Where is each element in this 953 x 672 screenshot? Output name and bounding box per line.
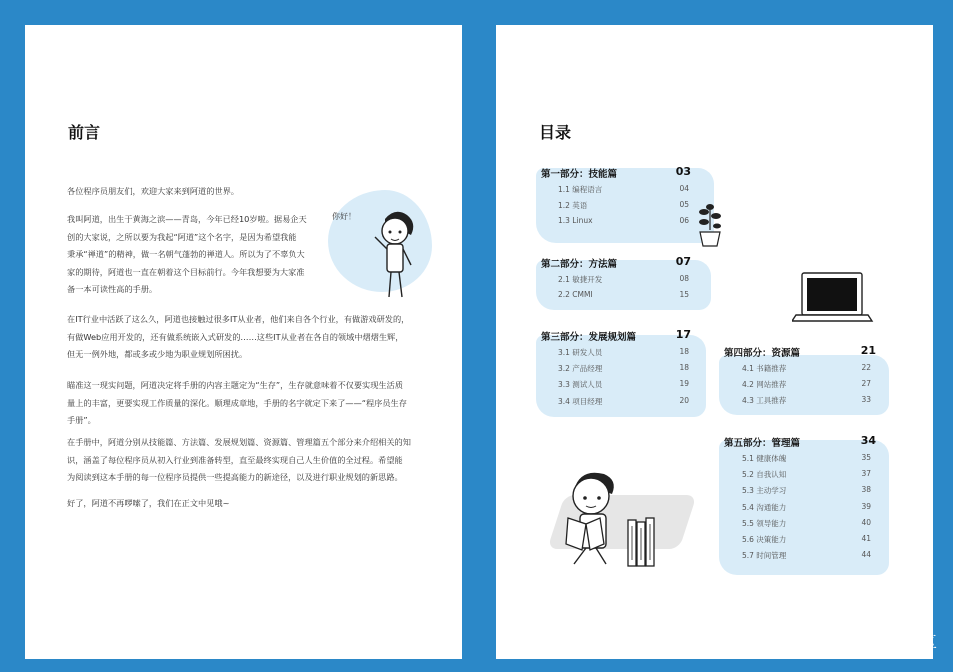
toc-item-page: 44 — [861, 550, 871, 560]
mascot-waving-illustration — [325, 197, 435, 307]
preface-line: 识，涵盖了每位程序员从初入行业到准备转型，直至最终实现自己人生价值的全过程。希望能 — [67, 454, 403, 465]
preface-page — [25, 25, 462, 659]
mascot-reading-illustration — [546, 460, 686, 580]
toc-item-page: 15 — [679, 290, 689, 300]
preface-line: 有做Web应用开发的，还有做系统嵌入式研发的……这些IT从业者在各自的领域中熠熠生辉， — [67, 331, 404, 342]
toc-item-page: 19 — [679, 379, 689, 389]
watermark: @稀土掘金技术社区 — [801, 633, 937, 651]
toc-section-title[interactable]: 第一部分：技能篇 — [541, 169, 618, 180]
toc-section-title[interactable]: 第三部分：发展规划篇 — [541, 332, 637, 343]
toc-section-title[interactable]: 第四部分：资源篇 — [724, 348, 801, 359]
preface-line: 手册”。 — [67, 415, 96, 425]
toc-item-page: 33 — [861, 395, 871, 405]
toc-page — [496, 25, 933, 659]
toc-section-title[interactable]: 第五部分：管理篇 — [724, 438, 801, 449]
toc-item[interactable]: 4.3 工具推荐 — [742, 396, 787, 406]
toc-section-page: 07 — [675, 255, 691, 268]
speech-bubble-text: 你好！ — [332, 212, 356, 221]
toc-section-page: 34 — [860, 434, 876, 447]
preface-line: 但无一例外地，都或多或少地为职业规划所困扰。 — [67, 349, 248, 359]
toc-item-page: 04 — [679, 184, 689, 193]
preface-title: 前言 — [68, 123, 101, 142]
toc-section-page: 21 — [860, 344, 876, 357]
preface-line: 各位程序员朋友们，欢迎大家来到阿道的世界。 — [67, 186, 239, 196]
preface-line: 为阅读到这本手册的每一位程序员提供一些提高能力的新途径，以及进行职业规划的新思路。 — [67, 472, 403, 482]
laptop-illustration — [792, 265, 878, 329]
preface-line: 好了，阿道不再啰嗦了，我们在正文中见哦~ — [67, 498, 230, 508]
toc-item-page: 41 — [861, 534, 871, 543]
toc-item[interactable]: 3.2 产品经理 — [558, 364, 603, 374]
toc-item-page: 20 — [679, 395, 689, 405]
toc-item-page: 05 — [679, 200, 689, 210]
preface-line: 我叫阿道，出生于黄海之滨——青岛，今年已经10岁啦。据易企天 — [67, 214, 307, 224]
toc-item[interactable]: 5.4 沟通能力 — [742, 502, 787, 512]
toc-item[interactable]: 3.1 研发人员 — [558, 348, 603, 357]
potted-plant-illustration — [692, 200, 728, 250]
preface-line: 创的大家说，之所以要为我起“阿道”这个名字，是因为希望我能 — [67, 231, 297, 242]
toc-title: 目录 — [539, 123, 572, 142]
toc-item[interactable]: 1.2 英语 — [558, 201, 588, 211]
toc-item[interactable]: 3.4 项目经理 — [558, 396, 603, 406]
toc-item[interactable]: 4.1 书籍推荐 — [742, 364, 787, 373]
toc-item[interactable]: 2.2 CMMI — [558, 290, 593, 300]
preface-line: 备一本可读性高的手册。 — [67, 284, 158, 294]
toc-item-page: 22 — [861, 363, 871, 372]
toc-item[interactable]: 4.2 网站推荐 — [742, 380, 787, 390]
toc-item[interactable]: 5.7 时间管理 — [742, 551, 787, 561]
toc-item-page: 18 — [679, 363, 689, 373]
toc-item-page: 37 — [861, 469, 871, 479]
toc-section-page: 17 — [675, 328, 691, 341]
toc-section-title[interactable]: 第二部分：方法篇 — [541, 259, 618, 270]
preface-line: 瞄准这一现实问题，阿道决定将手册的内容主题定为“生存”，生存就意味着不仅要实现生活质 — [67, 380, 403, 390]
preface-line: 量上的丰富，更要实现工作质量的深化。顺理成章地，手册的名字就定下来了——“程序员生存 — [67, 397, 407, 408]
toc-item[interactable]: 5.2 自我认知 — [742, 470, 787, 480]
toc-item-page: 08 — [679, 274, 689, 283]
toc-item[interactable]: 1.1 编程语言 — [558, 185, 603, 194]
toc-item-page: 18 — [679, 347, 689, 356]
toc-item[interactable]: 5.1 健康体魄 — [742, 454, 787, 463]
toc-item[interactable]: 5.6 决策能力 — [742, 535, 787, 544]
toc-item-page: 06 — [679, 216, 689, 226]
toc-item[interactable]: 5.5 领导能力 — [742, 518, 787, 528]
toc-item-page: 27 — [861, 379, 871, 389]
toc-item[interactable]: 2.1 敏捷开发 — [558, 275, 603, 284]
toc-item-page: 35 — [861, 453, 871, 462]
toc-section-page: 03 — [675, 165, 691, 178]
preface-line: 家的期待，阿道也一直在朝着这个目标前行。今年我想要为大家准 — [67, 266, 305, 277]
preface-line: 秉承“禅道”的精神，做一名朝气蓬勃的禅道人。所以为了不辜负大 — [67, 249, 305, 259]
toc-item[interactable]: 5.3 主动学习 — [742, 486, 787, 496]
preface-line: 在IT行业中活跃了这么久，阿道也接触过很多IT从业者，他们来自各个行业，有做游戏研发的， — [67, 314, 410, 324]
toc-item[interactable]: 1.3 Linux — [558, 216, 593, 226]
toc-item[interactable]: 3.3 测试人员 — [558, 380, 603, 390]
preface-line: 在手册中，阿道分别从技能篇、方法篇、发展规划篇、资源篇、管理篇五个部分来介绍相关的知 — [67, 437, 411, 447]
toc-item-page: 38 — [861, 485, 871, 495]
toc-item-page: 40 — [861, 517, 871, 527]
toc-item-page: 39 — [861, 501, 871, 511]
